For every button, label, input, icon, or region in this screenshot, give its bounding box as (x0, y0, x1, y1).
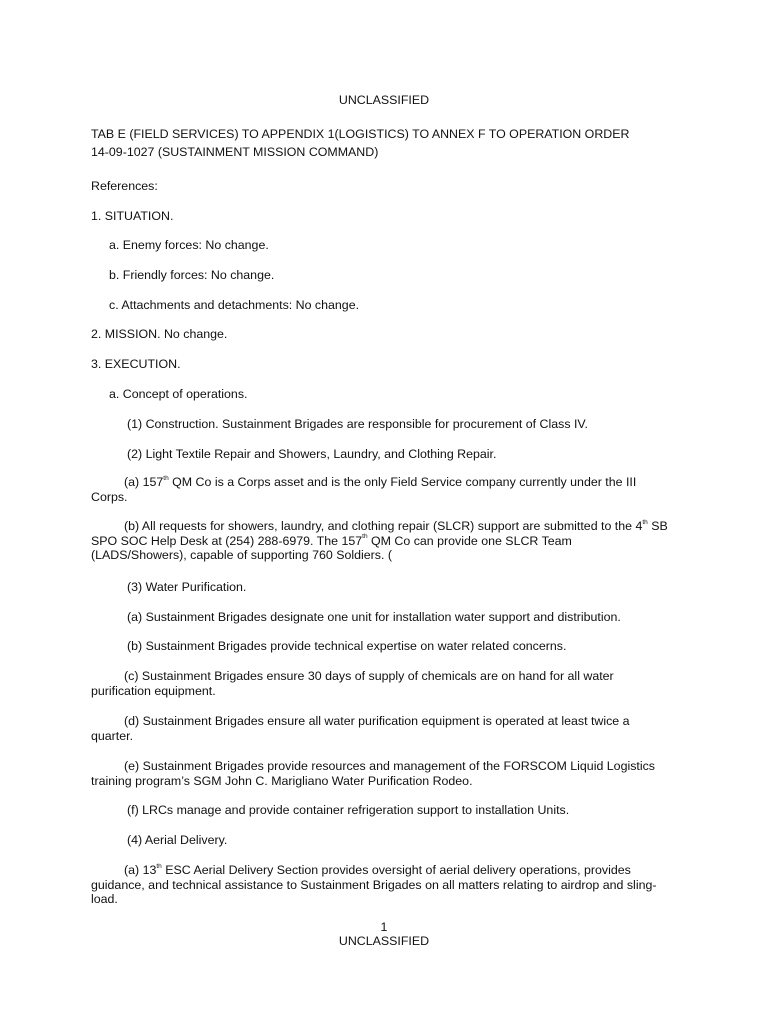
ordinal-suffix: th (362, 533, 368, 541)
document-title-line-2: 14-09-1027 (SUSTAINMENT MISSION COMMAND) (91, 145, 379, 159)
document-title-line-1: TAB E (FIELD SERVICES) TO APPENDIX 1(LOGISTICS) TO ANNEX F TO OPERATION ORDER (91, 127, 630, 141)
situation-heading: 1. SITUATION. (91, 209, 174, 223)
paragraph-text: QM Co is a Corps asset and is the only Field Service company currently under the III Corps. (91, 475, 637, 504)
paragraph-text: SB SPO SOC Help Desk at (254) 288-6979. The 157 (91, 519, 668, 548)
container-refrigeration-paragraph: (f) LRCs manage and provide container refrigeration support to installation Units. (127, 803, 570, 817)
paragraph-text: (a) 157 (124, 475, 164, 489)
header-classification: UNCLASSIFIED (338, 93, 430, 107)
concept-of-operations: a. Concept of operations. (109, 387, 248, 401)
paragraph-text: (b) All requests for showers, laundry, and clothing repair (SLCR) support are submitted to the 4 (124, 519, 643, 533)
paragraph-text: QM Co can provide one SLCR Team (LADS/Showers), capable of supporting 760 Soldiers. ( (91, 533, 572, 562)
water-purification-heading: (3) Water Purification. (127, 580, 247, 594)
footer-page-number: 1 (380, 920, 388, 934)
ordinal-suffix: th (642, 518, 648, 526)
situation-friendly-forces: b. Friendly forces: No change. (109, 268, 275, 282)
liquid-logistics-paragraph: (e) Sustainment Brigades provide resources and management of the FORSCOM Liquid Logistics training program’s SGM John C. Marigliano Water Purification Rodeo. (91, 759, 655, 788)
ordinal-suffix: th (163, 474, 169, 482)
paragraph-157th-qm-co (91, 475, 671, 504)
equipment-operation-paragraph: (d) Sustainment Brigades ensure all water purification equipment is operated at least twice a quarter. (91, 714, 630, 743)
construction-paragraph: (1) Construction. Sustainment Brigades are responsible for procurement of Class IV. (127, 417, 588, 431)
paragraph-slcr-requests (91, 519, 671, 563)
aerial-delivery-section-paragraph (91, 863, 671, 907)
situation-attachments: c. Attachments and detachments: No change. (109, 298, 360, 312)
footer-classification: UNCLASSIFIED (338, 934, 430, 948)
situation-enemy-forces: a. Enemy forces: No change. (109, 238, 269, 252)
paragraph-text: (a) 13 (124, 863, 157, 877)
aerial-delivery-heading: (4) Aerial Delivery. (127, 833, 228, 847)
execution-heading: 3. EXECUTION. (91, 357, 181, 371)
water-support-paragraph: (a) Sustainment Brigades designate one unit for installation water support and distribution. (127, 610, 621, 624)
ordinal-suffix: th (156, 862, 162, 870)
references-label: References: (91, 179, 158, 193)
light-textile-repair-heading: (2) Light Textile Repair and Showers, Laundry, and Clothing Repair. (127, 447, 497, 461)
technical-expertise-paragraph: (b) Sustainment Brigades provide technical expertise on water related concerns. (127, 639, 567, 653)
mission-paragraph: 2. MISSION. No change. (91, 327, 228, 341)
paragraph-text: ESC Aerial Delivery Section provides oversight of aerial delivery operations, provides guidance, and technical assistance to Sustainment Brigades on all matters relating to airdrop and sling-load. (91, 863, 657, 906)
chemicals-supply-paragraph: (c) Sustainment Brigades ensure 30 days of supply of chemicals are on hand for all water purification equipment. (91, 669, 614, 698)
